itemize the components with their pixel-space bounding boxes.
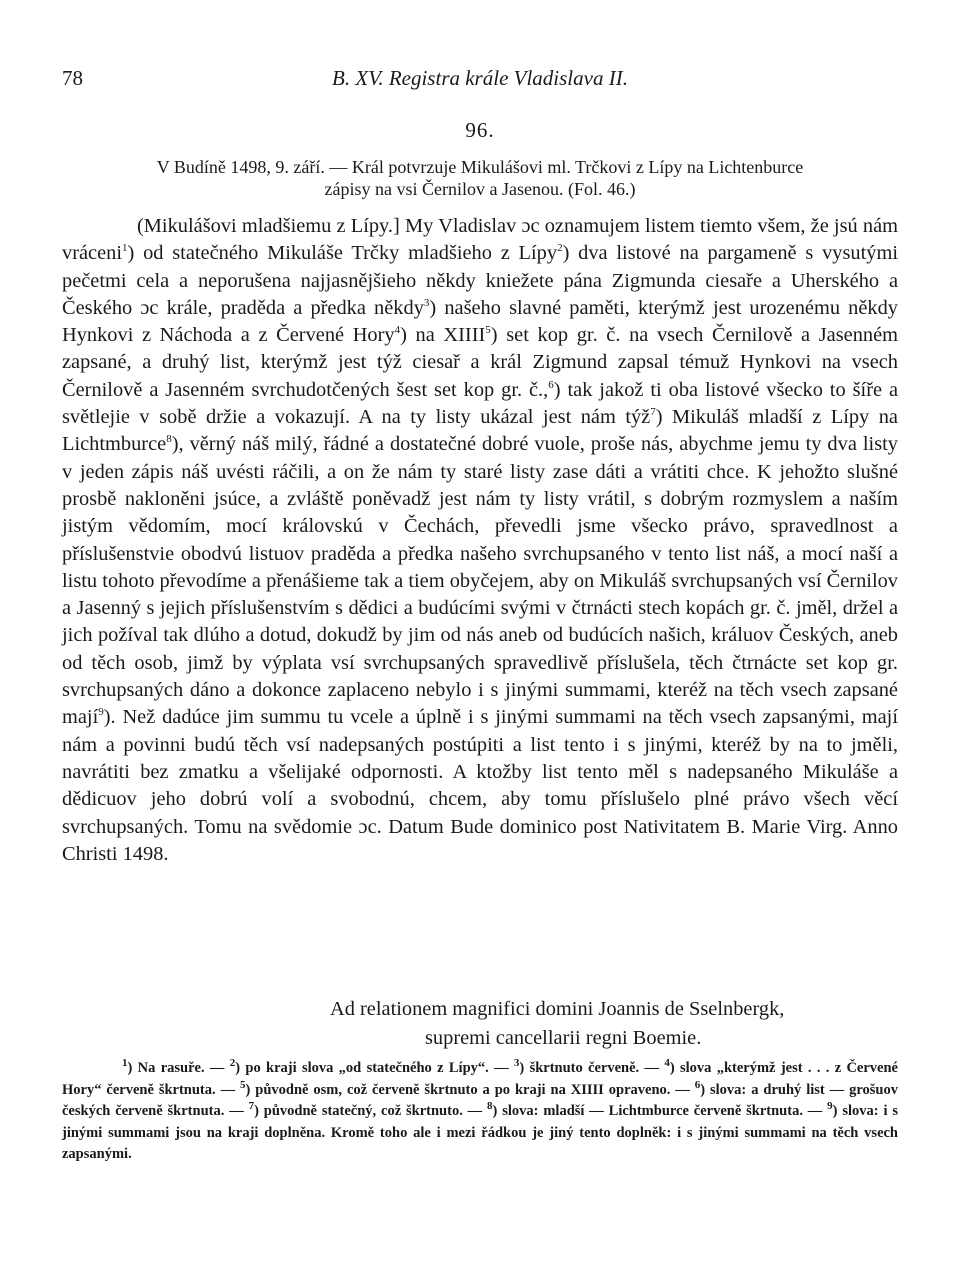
page-number: 78: [62, 66, 83, 90]
text-run: ) od statečného Mikuláše Trčky mladšieho z Lípy: [127, 242, 558, 265]
chancery-note-line: supremi cancellarii regni Boemie.: [425, 1027, 702, 1049]
chancery-note: [330, 995, 898, 1053]
charter-paragraph: [62, 213, 898, 868]
footnote-paragraph: [62, 1058, 898, 1166]
text-run: ) původně osm, což červeně škrtnuto a po kraji na XIIII opraveno. —: [245, 1081, 695, 1098]
footnote-marker: 1: [122, 1057, 128, 1070]
summary-line: V Budíně 1498, 9. září. — Král potvrzuje Mikulášovi ml. Trčkovi z Lípy na Lichtenburce: [156, 157, 804, 177]
footnote-marker: 8: [166, 433, 172, 446]
running-header: [62, 66, 898, 92]
footnote-marker: 7: [248, 1100, 255, 1113]
footnote-marker: 3: [423, 297, 430, 310]
footnote-marker: 3: [513, 1057, 520, 1070]
text-run: ) Mikuláš mladší z Lípy na Lichtmburce: [62, 406, 898, 456]
text-run: ) našeho slavné paměti, kterýmž jest urozenému někdy Hynkovi z Náchoda a z Červené Hory: [62, 296, 898, 347]
footnote-marker: 2: [557, 242, 563, 255]
text-run: ), věrný náš milý, řádné a dostatečné dobré vuole, proše nás, abychme jemu ty dva listy v jeden zápis náš uvésti ráčili, a on že nám ty staré listy zase dáti a vrátiti chce. K jehožto slušné prosbě nakloněni jsúce, a zvláště poněvadž jest nám ty listy vrátil, s dobrým rozmyslem a naším jistým vědomím, mocí královskú v Čechách, převedli jsme všecko právo, spravedlnost a příslušenstvie obodvú listuov praděda a předka našeho svrchupsaného v tento list náš, a mocí naší a listu tohoto převodíme a přenášieme tak a tiem obyčejem, aby on Mikuláš svrchupsaných vsí Černilov a Jasenný s jejich příslušenstvím s dědici a budúcími svými v čtrnácti stech kopách gr. č. jměl, držel a jich požíval tak dlúho a dotud, dokudž by jim od nás aneb od budúcích našich, králuov Českých, aneb od těch osob, jimž by výplata vsí svrchupsaných spravedlivě příslušela, těch čtrnácte set kop gr. svrchupsaných dáno a dokonce zaplaceno nebylo i s jinými summami, kteréž na těch vsech zapsané mají: [62, 433, 898, 729]
text-run: ) tak jakož ti oba listové všecko to šíře a světlejie v sobě držie a vokazují. A na ty listy ukázal jest nám týž: [62, 378, 898, 429]
footnote-marker: 4: [394, 324, 401, 337]
text-run: ) škrtnuto červeně. —: [519, 1060, 665, 1076]
footnote-marker: 1: [122, 242, 128, 255]
footnote-marker: 6: [694, 1078, 701, 1091]
text-run: ). Než dadúce jim summu tu vcele a úplně i s jinými summami na těch vsech zapsanými, mají nám a povinni budú těch vsí nadepsaných postúpiti a list tento i s jinými, kteréž by na to jměli, navrátiti bez zmatku a všelijaké odpornosti. A ktožby list tento měl s nadepsaného Mikuláše a dědicuov jeho dobrú volí a svobodnú, chcem, aby tomu příslušelo plné právo všech věcí svrchupsaných. Tomu na svědomie ɔc. Datum Bude dominico post Nativitatem B. Marie Virg. Anno Christi 1498.: [62, 706, 898, 865]
document-number: 96.: [465, 118, 495, 142]
text-run: ) slova: i s jinými summami jsou na kraji doplněna. Kromě toho ale i mezi řádkou je jiný tento doplněk: i s jinými summami na těch vsech zapsanými.: [62, 1103, 898, 1162]
footnote-marker: 4: [664, 1057, 670, 1070]
footnotes: [62, 1058, 898, 1166]
text-run: ) slova „kterýmž jest . . . z Červené Hory“ červeně škrtnuta. —: [62, 1060, 898, 1098]
text-run: ) původně statečný, což škrtnuto. —: [254, 1103, 488, 1119]
footnote-marker: 9: [98, 706, 104, 719]
text-run: ) slova: a druhý list — grošuov českých červeně škrtnuta. —: [62, 1081, 898, 1119]
footnote-marker: 2: [229, 1057, 236, 1070]
footnote-marker: 8: [487, 1100, 493, 1113]
footnote-marker: 5: [240, 1078, 246, 1091]
footnote-marker: 7: [650, 406, 656, 419]
footnote-marker: 5: [485, 324, 491, 337]
footnote-marker: 9: [827, 1100, 833, 1113]
charter-text: [62, 213, 898, 868]
text-run: ) po kraji slova „od statečného z Lípy“. —: [235, 1060, 514, 1076]
chancery-note-line: Ad relationem magnifici domini Joannis de Sselnbergk,: [330, 998, 785, 1020]
footnote-marker: 6: [548, 378, 554, 391]
text-run: ) dva listové na pargameně s vysutými pečetmi cela a neporušena najjasnějšieho někdy kniežete pána Zigmunda ciesaře a Uherského a Českého ɔc krále, praděda a předka někdy: [62, 242, 898, 319]
text-run: ) na XIIII: [400, 324, 486, 347]
text-run: ) Na rasuře. —: [127, 1060, 230, 1076]
text-run: ) set kop gr. č. na vsech Černilově a Jasenném zapsané, a druhý list, kterýmž jest týž ciesař a král Zigmund zapsal témuž Hynkovi na vsech Černilově a Jasenném svrchudotčených šest set kop gr. č.,: [62, 324, 899, 401]
document-summary: [62, 156, 898, 200]
running-title: B. XV. Registra krále Vladislava II.: [332, 66, 628, 90]
text-run: ) slova: mladší — Lichtmburce červeně škrtnuta. —: [492, 1103, 828, 1119]
summary-line: zápisy na vsi Černilov a Jasenou. (Fol. 46.): [324, 179, 636, 199]
text-run: (Mikulášovi mladšiemu z Lípy.] My Vladislav ɔc oznamujem listem tiemto všem, že jsú nám vráceni: [62, 215, 898, 265]
